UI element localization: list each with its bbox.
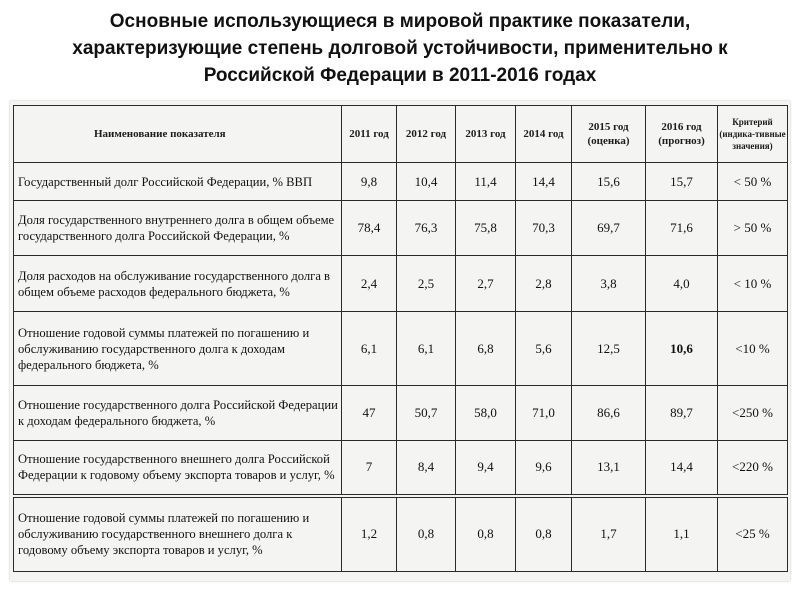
header-2012: 2012 год: [397, 106, 456, 163]
value-2011: 1,2: [342, 496, 397, 572]
header-2013: 2013 год: [456, 106, 516, 163]
table-row: [14, 496, 788, 572]
value-2015: 1,7: [572, 496, 646, 572]
indicator-name: Доля расходов на обслуживание государственного долга в общем объеме расходов федерального бюджета, %: [14, 256, 342, 312]
value-2015: 86,6: [572, 386, 646, 441]
slide-title: [20, 8, 780, 89]
value-2014: 2,8: [516, 256, 572, 312]
criterion-value: < 50 %: [718, 163, 788, 201]
value-2015: 13,1: [572, 441, 646, 496]
value-2013: 6,8: [456, 312, 516, 386]
header-criterion: Критерий (индика-тивные значения): [718, 106, 788, 163]
header-2015: 2015 год (оценка): [572, 106, 646, 163]
value-2013: 9,4: [456, 441, 516, 496]
value-2014: 0,8: [516, 496, 572, 572]
value-2011: 7: [342, 441, 397, 496]
value-2014: 9,6: [516, 441, 572, 496]
value-2012: 76,3: [397, 201, 456, 256]
indicator-name: Отношение государственного долга Российской Федерации к доходам федерального бюджета, %: [14, 386, 342, 441]
indicator-name: Отношение годовой суммы платежей по погашению и обслуживанию государственного внешнего долга к годовому объему экспорта товаров и услуг, %: [14, 496, 342, 572]
value-2014: 5,6: [516, 312, 572, 386]
value-2012: 0,8: [397, 496, 456, 572]
value-2011: 47: [342, 386, 397, 441]
value-2011: 9,8: [342, 163, 397, 201]
indicator-name: Государственный долг Российской Федерации, % ВВП: [14, 163, 342, 201]
value-2013: 2,7: [456, 256, 516, 312]
criterion-value: > 50 %: [718, 201, 788, 256]
value-2015: 3,8: [572, 256, 646, 312]
value-2013: 11,4: [456, 163, 516, 201]
value-2012: 6,1: [397, 312, 456, 386]
table-row: [14, 201, 788, 256]
header-2014: 2014 год: [516, 106, 572, 163]
value-2014: 71,0: [516, 386, 572, 441]
indicator-name: Отношение годовой суммы платежей по погашению и обслуживанию государственного долга к доходам федерального бюджета, %: [14, 312, 342, 386]
table-row: [14, 386, 788, 441]
value-2012: 50,7: [397, 386, 456, 441]
table-header-row: [14, 106, 788, 163]
table-row: [14, 441, 788, 496]
title-line-1: Основные использующиеся в мировой практике показатели,: [109, 11, 691, 32]
value-2011: 2,4: [342, 256, 397, 312]
value-2012: 10,4: [397, 163, 456, 201]
debt-indicators-table: [13, 105, 788, 572]
value-2016: 15,7: [646, 163, 718, 201]
value-2014: 14,4: [516, 163, 572, 201]
value-2016: 4,0: [646, 256, 718, 312]
value-2016: 1,1: [646, 496, 718, 572]
table-row: [14, 163, 788, 201]
title-line-3: Российской Федерации в 2011-2016 годах: [203, 65, 597, 86]
table-row: [14, 256, 788, 312]
value-2012: 8,4: [397, 441, 456, 496]
value-2013: 0,8: [456, 496, 516, 572]
indicator-name: Отношение государственного внешнего долга Российской Федерации к годовому объему экспорта товаров и услуг, %: [14, 441, 342, 496]
value-2015: 15,6: [572, 163, 646, 201]
indicator-name: Доля государственного внутреннего долга в общем объеме государственного долга Российской Федерации, %: [14, 201, 342, 256]
header-2016: 2016 год (прогноз): [646, 106, 718, 163]
header-indicator-name: Наименование показателя: [14, 106, 342, 163]
value-2016: 71,6: [646, 201, 718, 256]
value-2016: 14,4: [646, 441, 718, 496]
value-2013: 75,8: [456, 201, 516, 256]
header-2011: 2011 год: [342, 106, 397, 163]
criterion-value: <250 %: [718, 386, 788, 441]
value-2016: 10,6: [646, 312, 718, 386]
value-2013: 58,0: [456, 386, 516, 441]
criterion-value: <25 %: [718, 496, 788, 572]
value-2016: 89,7: [646, 386, 718, 441]
criterion-value: <10 %: [718, 312, 788, 386]
criterion-value: < 10 %: [718, 256, 788, 312]
value-2011: 6,1: [342, 312, 397, 386]
value-2014: 70,3: [516, 201, 572, 256]
value-2011: 78,4: [342, 201, 397, 256]
value-2015: 69,7: [572, 201, 646, 256]
value-2012: 2,5: [397, 256, 456, 312]
value-2015: 12,5: [572, 312, 646, 386]
table-row: [14, 312, 788, 386]
criterion-value: <220 %: [718, 441, 788, 496]
title-line-2: характеризующие степень долговой устойчивости, применительно к: [72, 38, 728, 59]
